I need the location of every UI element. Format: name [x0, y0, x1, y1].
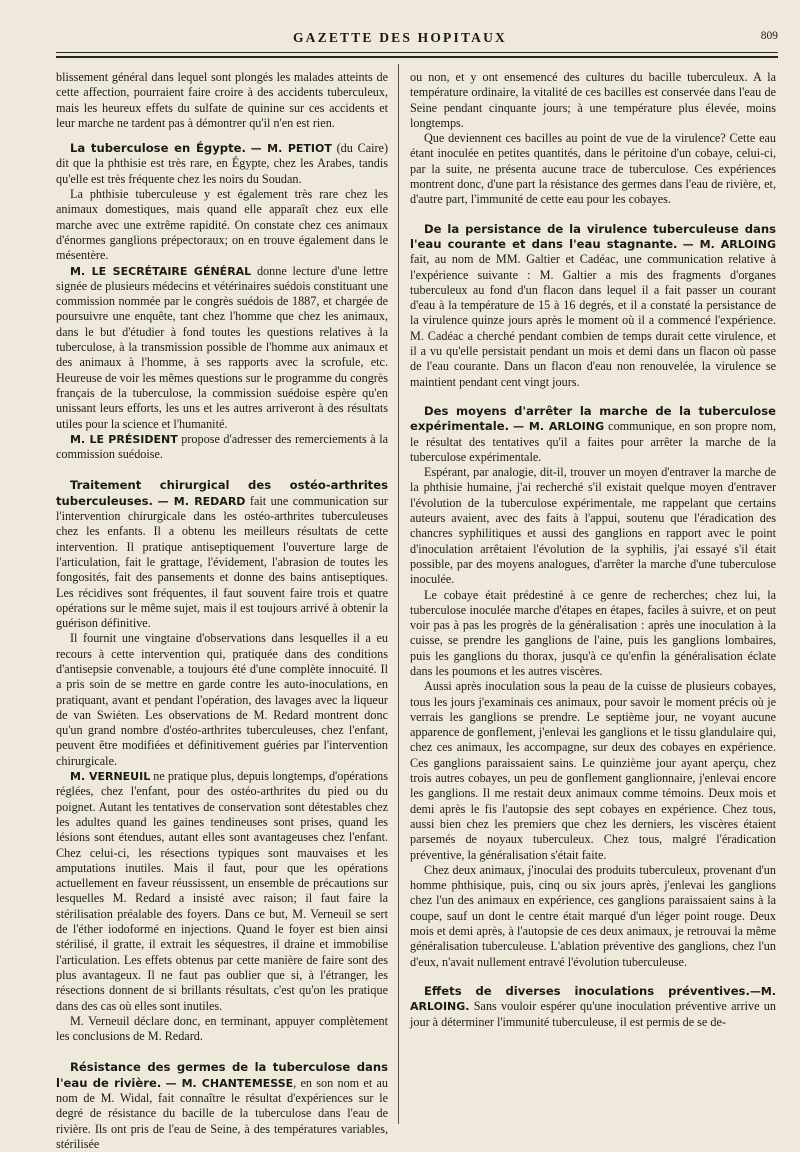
- speaker: M. LE PRÉSIDENT: [70, 432, 178, 446]
- section-heading: Des moyens d'arrêter la marche de la tuberculose expérimentale.: [410, 403, 776, 434]
- section-tuberculose-egypte: [56, 141, 388, 462]
- header-rule-thin: [56, 52, 778, 53]
- paragraph-text: donne lecture d'une lettre signée de plusieurs médecins et vétérinaires suédois constituant une commission nommée par le congrès suédois de 1887, et chargée de poursuivre une enquête, tant chez l'homme que chez les animaux, dans le but d'étudier à fond toutes les questions relatives à la tuberculose, à la transmission possible de l'homme aux animaux et des animaux à l'homme, à ses rapports avec la scrofule, etc. Heureuse de voir les mêmes questions sur le programme du congrès français de la tuberculose, la commission suédoise espère qu'en unissant leurs efforts, les uns et les autres arriveront à des résultats utiles pour la science et l'humanité.: [56, 263, 388, 431]
- section-heading: Traitement chirurgical des ostéo-arthrites tuberculeuses.: [56, 478, 388, 508]
- paragraph: Chez deux animaux, j'inoculai des produits tuberculeux, provenant d'un homme phthisique, puis, cinq ou six jours après, j'enlevai les ganglions chez l'un des animaux en expérience, ces ganglions paraissaient sains à la coupe, sauf un dont le centre était marqué d'un léger point rouge. Deux mois et demi après, à l'autopsie de ces deux animaux, je retrouvai la même généralisation tuberculeuse. L'ablation préventive des ganglions, chez l'un d'eux, n'avait nullement entravé l'évolution tuberculeuse.: [410, 862, 776, 969]
- page-number: 809: [760, 30, 778, 42]
- right-column: [410, 70, 776, 1130]
- section-heading: De la persistance de la virulence tuberculeuse dans l'eau courante et dans l'eau stagnante.: [410, 221, 776, 251]
- header-rule-thick: [56, 56, 778, 58]
- paragraph: Espérant, par analogie, dit-il, trouver un moyen d'entraver la marche de la phthisie humaine, j'ai recherché s'il existait quelque moyen d'entraver l'évolution de la tuberculose expérimentale, me rappelant que certains auteurs avaient, avec des faits à l'appui, soutenu que l'éradication des chancres syphilitiques et aussi des ganglions en rapport avec le point d'inoculation arrêtaient l'évolution de la syphilis, j'ai essayé s'il était possible, par des moyens analogues, d'arrêter la marche d'une tuberculose inoculée.: [410, 465, 776, 587]
- section-heading: La tuberculose en Égypte.: [70, 141, 246, 156]
- section-traitement-chirurgical: [56, 478, 388, 1044]
- left-column: [56, 70, 389, 1151]
- paragraph: Que deviennent ces bacilles au point de vue de la virulence? Cette eau étant inoculée en petites quantités, dans le péritoine d'un cobaye, celui-ci, par la suite, ne présenta aucune trace de tuberculose. Ces expériences montrent donc, d'une part la résistance des germes dans l'eau de rivière, et, d'autre part, l'immunité de cette eau pour les cobayes.: [410, 131, 776, 207]
- section-author: — M. CHANTEMESSE: [165, 1076, 294, 1090]
- section-author: — M. PETIOT: [250, 142, 332, 156]
- journal-title: GAZETTE DES HOPITAUX: [292, 30, 508, 45]
- section-resistance-germes: [56, 1060, 388, 1152]
- section-text: , en son nom et au nom de M. Widal, fait connaître le résultat d'expériences sur le degré de résistance du bacille de la tuberculose dans l'eau de rivière. Ils ont pris de l'eau de Seine, à des températures variables, stérilisée: [56, 1075, 389, 1151]
- section-text: communique, en son propre nom, le résultat des tentatives qu'il a faites pour arrêter la marche de la tuberculose expérimentale.: [410, 419, 776, 464]
- section-author: —M. ARLOING.: [410, 984, 776, 1014]
- paragraph: ou non, et y ont ensemencé des cultures du bacille tuberculeux. A la température ordinaire, la vitalité de ces bacilles est conservée dans l'eau de Seine pendant cinquante jours; à une température plus élevée, moins longtemps.: [410, 70, 776, 130]
- section-persistance-virulence: [410, 222, 776, 390]
- section-inoculations-preventives: [410, 984, 776, 1030]
- speaker: M. VERNEUIL: [70, 770, 151, 784]
- section-author: — M. REDARD: [157, 494, 246, 508]
- paragraph: Le cobaye était prédestiné à ce genre de recherches; chez lui, la tuberculose inoculée marche d'étapes en étapes, faciles à suivre, et on peut voir pas à pas les progrès de la généralisation : après une inoculation à la cuisse, se prendre les ganglions de l'aine, puis les ganglions lombaires, puis les ganglions du thorax, jusqu'à ce qu'enfin la généralisation éclate dans les poumons et les autres viscères.: [410, 587, 776, 678]
- section-heading: Résistance des germes de la tuberculose dans l'eau de rivière.: [56, 1060, 388, 1090]
- paragraph-text: ne pratique plus, depuis longtemps, d'opérations réglées, chez l'enfant, pour des ostéo-arthrites du pied ou du poignet. Autant les tentatives de conservation sont détestables chez les adultes quand les gaines tendineuses sont prises, quand les lésions sont étendues, autant elles sont avantageuses chez l'enfant. Chez celui-ci, les résections typiques sont mauvaises et les amputations inutiles. Mais il faut, pour que les opérations actuellement en faveur réussissent, un ensemble de précautions sur lesquelles M. Redard a insisté avec raison; il faut faire la stérilisation préalable des foyers. Dans ce but, M. Verneuil se sert de l'éther iodoformé en injections. Quand le foyer est bien ainsi stérilisé, il gratte, il extrait les séquestres, il draine et immobilise l'articulation. Les effets obtenus par cette manière de faire sont des plus avantageux. Il ne faut pas oublier que si, à l'étranger, les résections donnent de si brillants résultats, c'est qu'on les pratique dans des cas où elles sont inutiles.: [56, 769, 388, 1013]
- section-author: — M. ARLOING: [513, 420, 605, 434]
- section-text: fait, au nom de MM. Galtier et Cadéac, une communication relative à l'expérience suivante : M. Galtier a mis des fragments d'organes tuberculeux au fond d'un flacon dans lequel il a fait passer un courant d'eau à la température de 15 à 16 degrés, et il a constaté la persistance de la virulence quinze jours après le moment où il a commencé l'expérience. M. Cadéac a cherché pendant combien de temps durait cette virulence, et il a vu qu'elle persistait pendant un mois et demi dans un flacon où passe de l'eau courante. Dans un flacon d'eau non renouvelée, la virulence se maintient pendant cent vingt jours.: [410, 252, 776, 389]
- paragraph: La phthisie tuberculeuse y est également très rare chez les animaux domestiques, mais quand elle apparaît chez eux elle marche avec une extrême rapidité. On constate chez ces animaux d'énormes ganglions prépectoraux; on en trouve également dans le mésentère.: [56, 187, 388, 263]
- paragraph: Aussi après inoculation sous la peau de la cuisse de plusieurs cobayes, tous les jours j'examinais ces animaux, pour savoir le moment précis où je verrais les ganglions se prendre. Le septième jour, ne voyant aucune apparence de gonflement, j'enlevai les ganglions et le tissu glandulaire qui, chez ces animaux, les accompagne, sur deux des cobayes en expérience. Ces ganglions paraissaient sains. Le quinzième jour ayant aperçu, chez trois autres cobayes, un peu de gonflement ganglionnaire, j'enlevai encore les ganglions. Il me restait deux animaux comme témoins. Deux mois et demi après le fis l'autopsie des sept cobayes en expérience. Chez tous, aussi bien chez les premiers que chez les derniers, les viscères étaient parsemés de noyaux tuberculeux. Chez tous, malgré l'éradication préventive, la généralisation s'était faite.: [410, 679, 776, 862]
- page-header: [0, 30, 800, 50]
- section-author: — M. ARLOING: [682, 237, 776, 251]
- speaker: M. LE SECRÉTAIRE GÉNÉRAL: [70, 264, 252, 278]
- section-text: Sans vouloir espérer qu'une inoculation préventive arrive un jour à déterminer l'immunité tuberculeuse, il est permis de se de-: [410, 999, 776, 1029]
- paragraph: M. Verneuil déclare donc, en terminant, appuyer complètement les conclusions de M. Redard.: [56, 1013, 388, 1044]
- section-heading: Effets de diverses inoculations préventives.: [424, 983, 750, 998]
- column-divider: [398, 64, 399, 1124]
- section-text: fait une communication sur l'intervention chirurgicale dans les ostéo-arthrites tuberculeuses chez les enfants. Il a obtenu les meilleurs résultats de cette intervention. Il pratique antiseptiquement l'ouverture large de l'articulation, fait le grattage, l'évidement, l'abrasion de toutes les fongosités, fait des pansements et donne des bains antiseptiques. Les récidives sont fréquentes, il faut souvent faire trois et quatre opérations sur le même sujet, mais il est toujours arrivé à obtenir la guérison définitive.: [56, 493, 388, 631]
- section-moyens-arreter: [410, 404, 776, 970]
- paragraph: Il fournit une vingtaine d'observations dans lesquelles il a eu recours à cette intervention qui, pratiquée dans des conditions d'antisepsie convenable, a toujours été d'une complète innocuité. Il a pris soin de se mettre en garde contre les auto-inoculations, en pratiquant, avant et pendant l'opération, des lavages avec la liqueur de van Swiéten. Les observations de M. Redard montrent donc qu'un grand nombre d'ostéo-arthrites tuberculeuses, chez l'enfant, peuvent être modifiées et définitivement guéries par l'intervention chirurgicale.: [56, 631, 388, 768]
- section-text: (du Caire) dit que la phthisie est très rare, en Égypte, chez les Arabes, tandis qu'elle est très fréquente chez les noirs du Soudan.: [56, 141, 389, 186]
- paragraph-text: propose d'adresser des remerciements à la commission suédoise.: [56, 431, 388, 462]
- paragraph: blissement général dans lequel sont plongés les malades atteints de cette affection, pourraient faire croire à des accidents tuberculeux, mais les heureux effets du sulfate de quinine sur ces accidents et leur marche ne tardent pas à démontrer qu'il n'en est rien.: [56, 70, 388, 130]
